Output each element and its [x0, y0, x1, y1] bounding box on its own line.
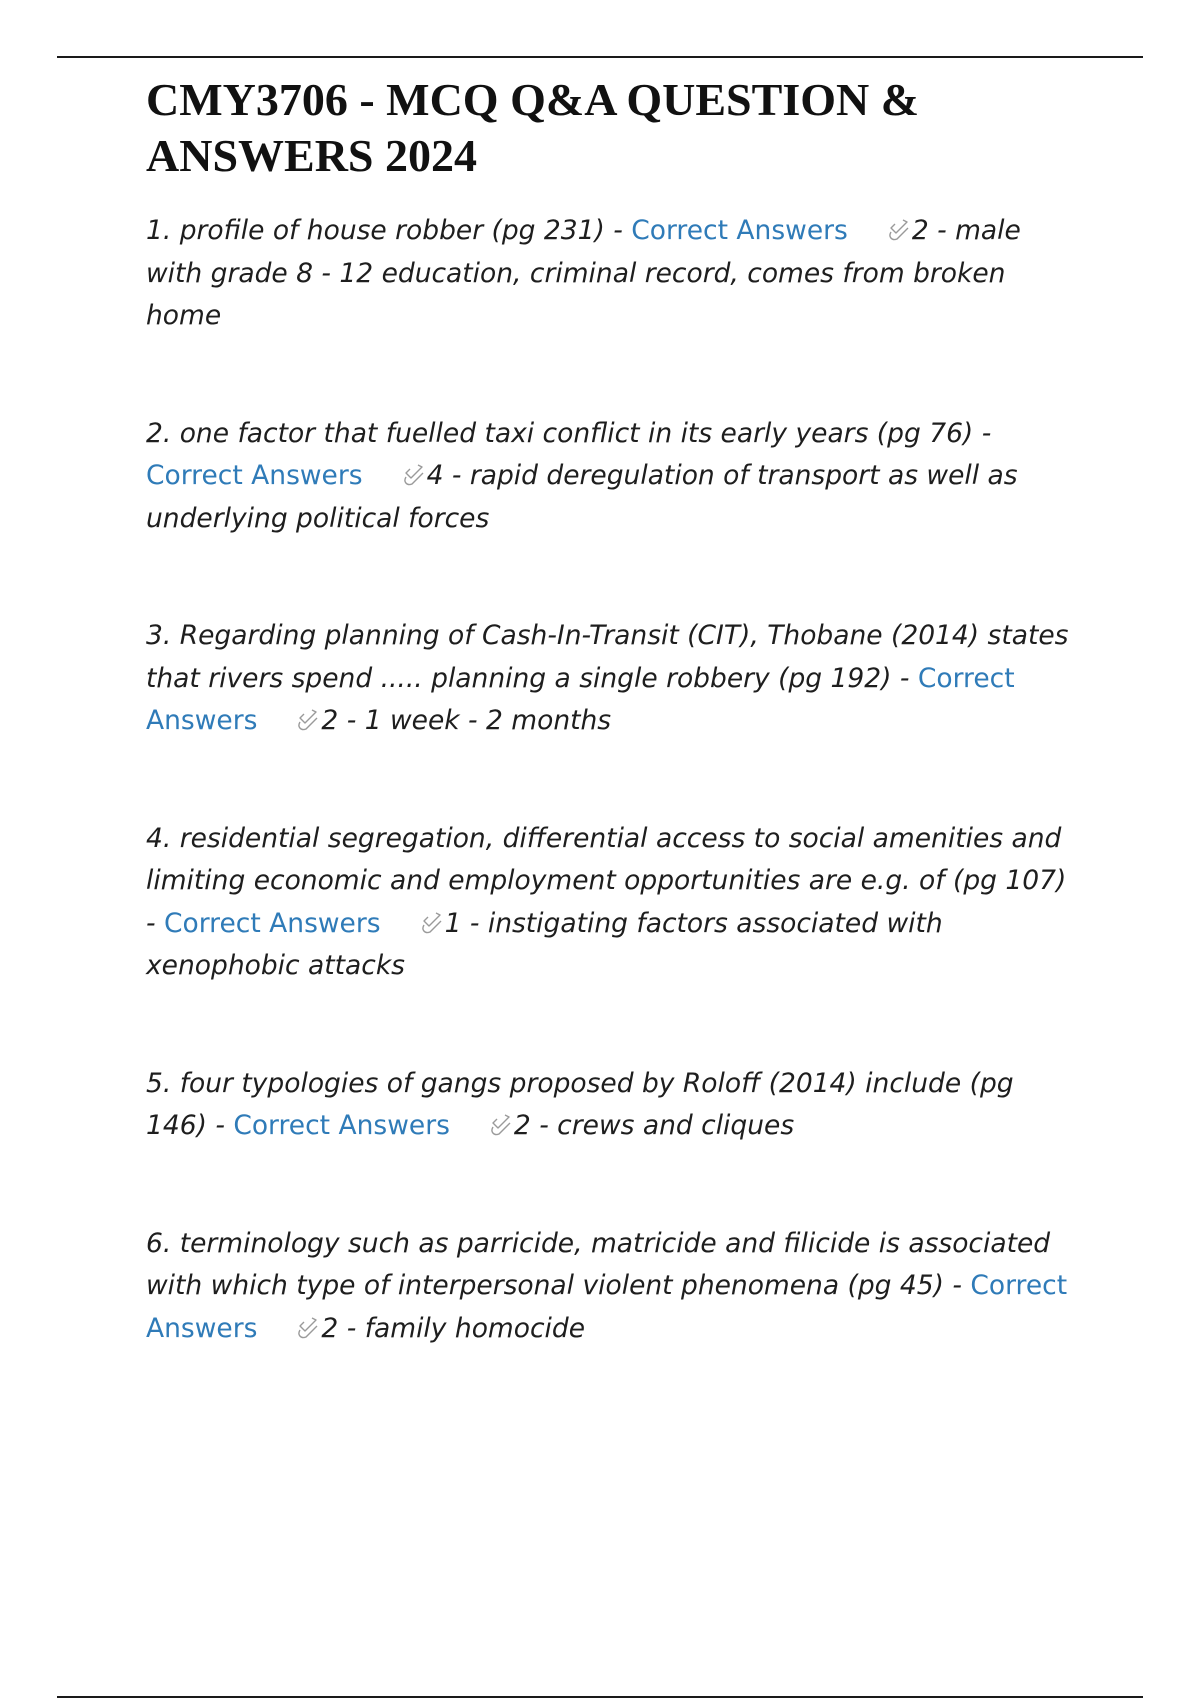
correct-answers-label: Correct Answers: [146, 662, 1015, 736]
check-icon: [295, 1316, 321, 1340]
check-icon: [419, 911, 445, 935]
question-text: 3. Regarding planning of Cash-In-Transit (CIT), Thobane (2014) states that rivers spend ..... planning a single robbery (pg 192) -: [146, 620, 1069, 694]
answer-text: 2 - crews and cliques: [513, 1110, 795, 1141]
correct-answers-label: Correct Answers: [146, 460, 363, 491]
answer-text: 2 - family homocide: [321, 1312, 585, 1344]
answer-text: 2 - 1 week - 2 months: [321, 705, 612, 736]
qa-item-1: [146, 210, 1076, 338]
question-text: 6. terminology such as parricide, matricide and filicide is associated with which type of interpersonal violent phenomena (pg 45) -: [146, 1227, 1051, 1301]
question-text: 2. one factor that fuelled taxi conflict in its early years (pg 76) -: [146, 417, 992, 449]
qa-item-2: [146, 413, 1076, 541]
top-rule: [57, 56, 1143, 58]
check-icon: [401, 463, 427, 487]
question-text: 1. profile of house robber (pg 231) -: [146, 215, 632, 246]
question-text: 5. four typologies of gangs proposed by Roloff (2014) include (pg 146) -: [146, 1067, 1014, 1141]
question-text: 4. residential segregation, differential access to social amenities and limiting economic and employment opportunities are e.g. of (pg 107) -: [146, 822, 1067, 939]
answer-text: 4 - rapid deregulation of transport as well as underlying political forces: [146, 460, 1018, 534]
correct-answers-label: Correct Answers: [233, 1110, 450, 1141]
qa-list: [146, 210, 1076, 1350]
answer-text: 2 - male with grade 8 - 12 education, criminal record, comes from broken home: [146, 215, 1021, 331]
qa-item-6: [146, 1223, 1076, 1351]
correct-answers-label: Correct Answers: [631, 215, 848, 246]
bottom-rule: [57, 1696, 1143, 1698]
correct-answers-label: Correct Answers: [164, 907, 381, 939]
check-icon: [488, 1113, 514, 1137]
check-icon: [886, 218, 912, 242]
qa-item-4: [146, 818, 1076, 988]
correct-answers-label: Correct Answers: [146, 1270, 1068, 1344]
qa-item-3: [146, 615, 1076, 743]
answer-text: 1 - instigating factors associated with xenophobic attacks: [146, 907, 943, 981]
check-icon: [295, 708, 321, 732]
qa-item-5: [146, 1063, 1076, 1148]
document-title: CMY3706 - MCQ Q&A QUESTION & ANSWERS 2024: [146, 74, 920, 181]
